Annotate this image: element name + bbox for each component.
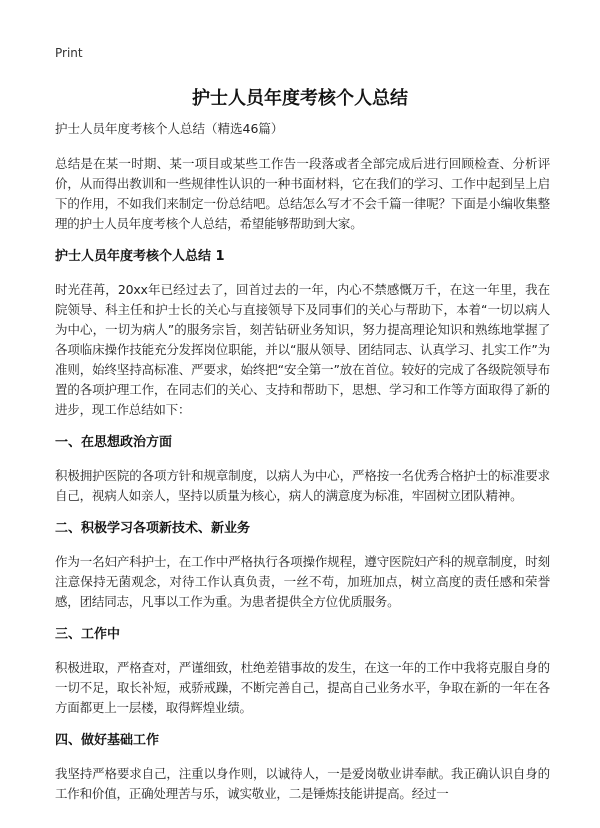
subheading-work: 三、工作中 — [55, 627, 121, 642]
politics-paragraph: 积极拥护医院的各项方针和规章制度，以病人为中心，严格按一名优秀合格护士的标准要求自己，视病人如亲人，坚持以质量为核心，病人的满意度为标准，牢固树立团队精神。 — [55, 468, 550, 503]
document-subtitle: 护士人员年度考核个人总结（精选46篇） — [55, 121, 284, 136]
work-paragraph: 积极进取，严格查对，严谨细致，杜绝差错事故的发生，在这一年的工作中我将克服自身的一切不足，取长补短，戒骄戒躁，不断完善自己，提高自己业务水平，争取在新的一年在各方面都更上一层楼，取得辉煌业绩。 — [55, 660, 550, 715]
learning-paragraph: 作为一名妇产科护士，在工作中严格执行各项操作规程，遵守医院妇产科的规章制度，时刻注意保持无菌观念，对待工作认真负责，一丝不苟，加班加点，树立高度的责任感和荣誉感，团结同志，凡事以工作为重。为患者提供全方位优质服务。 — [55, 554, 550, 609]
subheading-politics: 一、在思想政治方面 — [55, 435, 173, 450]
document-body — [55, 120, 550, 818]
intro-paragraph: 总结是在某一时期、某一项目或某些工作告一段落或者全部完成后进行回顾检查、分析评价，从而得出教训和一些规律性认识的一种书面材料，它在我们的学习、工作中起到呈上启下的作用，不如我们来制定一份总结吧。总结怎么写才不会千篇一律呢？下面是小编收集整理的护士人员年度考核个人总结，希望能够帮助到大家。 — [55, 156, 550, 231]
document-title: 护士人员年度考核个人总结 — [192, 88, 408, 109]
subheading-learning: 二、积极学习各项新技术、新业务 — [55, 521, 251, 536]
section-heading-1: 护士人员年度考核个人总结 1 — [55, 249, 225, 264]
basics-paragraph: 我坚持严格要求自己，注重以身作则，以诚待人，一是爱岗敬业讲奉献。我正确认识自身的工作和价值，正确处理苦与乐，诚实敬业，二是锤炼技能讲提高。经过一 — [55, 766, 550, 801]
subheading-basics: 四、做好基础工作 — [55, 733, 160, 748]
section-1-paragraph: 时光荏苒，20xx年已经过去了，回首过去的一年，内心不禁感慨万千，在这一年里，我在院领导、科主任和护士长的关心与直接领导下及同事们的关心与帮助下，本着“一切以病人为中心，一切为病人”的服务宗旨，刻苦钻研业务知识，努力提高理论知识和熟练地掌握了各项临床操作技能充分发挥岗位职能，并以“服从领导、团结同志、认真学习、扎实工作”为准则，始终坚持高标准、严要求，始终把“安全第一”放在首位。较好的完成了各级院领导布置的各项护理工作，在同志们的关心、支持和帮助下，思想、学习和工作等方面取得了新的进步，现工作总结如下： — [55, 282, 550, 417]
print-label: Print — [55, 46, 83, 60]
